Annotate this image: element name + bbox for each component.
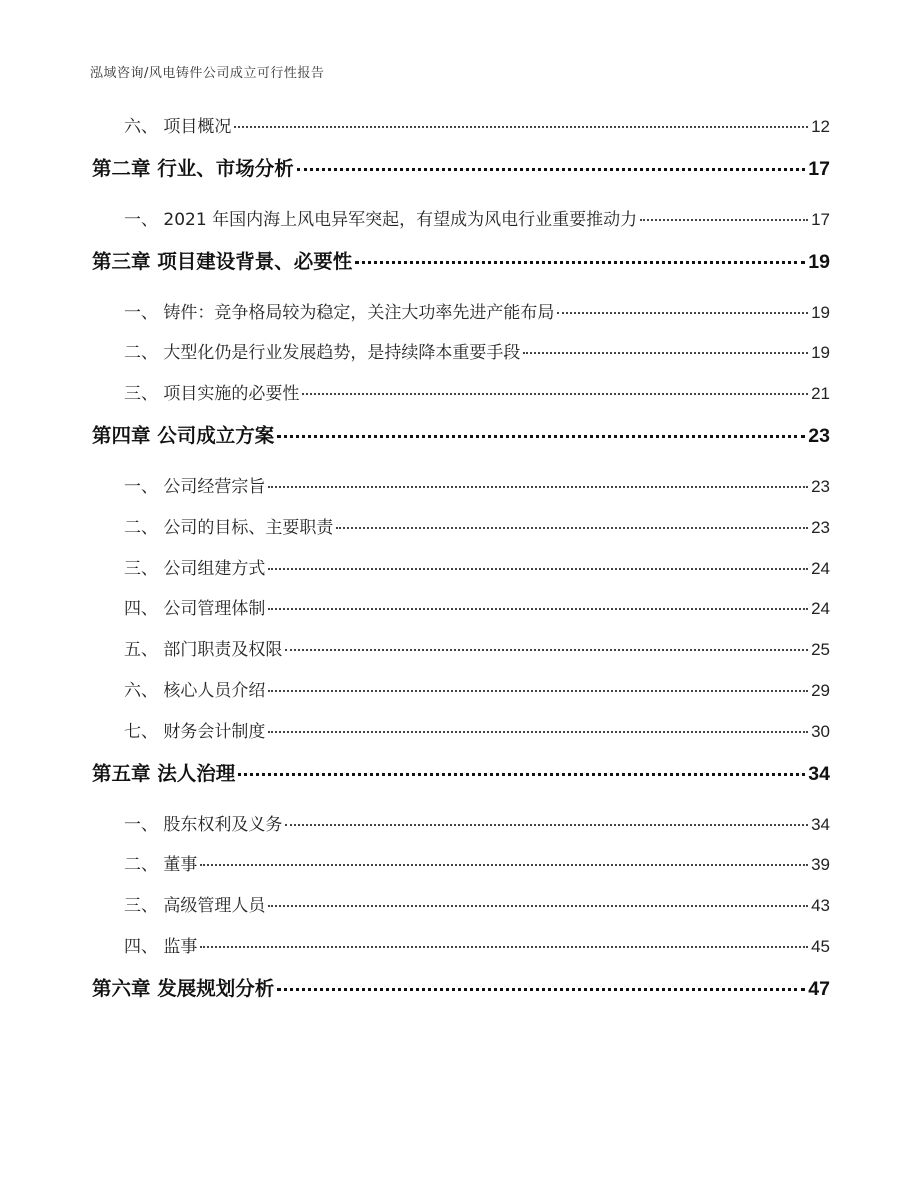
dot-leader bbox=[557, 312, 808, 314]
toc-page-number: 17 bbox=[811, 209, 830, 229]
page-header: 泓域咨询/风电铸件公司成立可行性报告 bbox=[90, 66, 325, 81]
toc-chapter-entry[interactable] bbox=[92, 973, 830, 1025]
toc-page-number: 45 bbox=[811, 936, 830, 956]
toc-section-entry[interactable] bbox=[92, 594, 830, 635]
toc-section-entry[interactable] bbox=[92, 112, 830, 153]
toc-entry-title: 第四章 公司成立方案 bbox=[92, 423, 275, 447]
toc-chapter-entry[interactable] bbox=[92, 153, 830, 205]
toc-entry-title: 六、 项目概况 bbox=[124, 117, 232, 137]
toc-page-number: 25 bbox=[811, 640, 830, 660]
toc-section-entry[interactable] bbox=[92, 298, 830, 339]
toc-entry-title: 四、 公司管理体制 bbox=[124, 599, 266, 620]
toc-page-number: 34 bbox=[811, 814, 830, 834]
toc-chapter-entry[interactable] bbox=[92, 420, 830, 472]
dot-leader bbox=[355, 261, 805, 264]
dot-leader bbox=[268, 905, 808, 907]
dot-leader bbox=[238, 773, 805, 776]
dot-leader bbox=[336, 527, 808, 529]
toc-section-entry[interactable] bbox=[92, 635, 830, 676]
dot-leader bbox=[523, 352, 808, 354]
dot-leader bbox=[200, 864, 808, 866]
dot-leader bbox=[277, 988, 805, 991]
toc-page-number: 19 bbox=[811, 302, 830, 322]
toc-chapter-entry[interactable] bbox=[92, 758, 830, 810]
dot-leader bbox=[268, 568, 808, 570]
toc-entry-title: 一、 铸件：竞争格局较为稳定，关注大功率先进产能布局 bbox=[124, 302, 555, 323]
dot-leader bbox=[200, 946, 808, 948]
toc-page-number: 19 bbox=[808, 250, 830, 273]
dot-leader bbox=[302, 393, 808, 395]
toc-entry-title: 六、 核心人员介绍 bbox=[124, 680, 266, 701]
toc-section-entry[interactable] bbox=[92, 717, 830, 758]
toc-entry-title: 第五章 法人治理 bbox=[92, 761, 236, 785]
toc-section-entry[interactable] bbox=[92, 932, 830, 973]
toc-page-number: 17 bbox=[808, 157, 830, 180]
toc-page-number: 29 bbox=[811, 680, 830, 700]
toc-section-entry[interactable] bbox=[92, 472, 830, 513]
toc-entry-title: 三、 项目实施的必要性 bbox=[124, 384, 300, 405]
toc-page-number: 39 bbox=[811, 855, 830, 875]
toc-chapter-entry[interactable] bbox=[92, 246, 830, 298]
toc-section-entry[interactable] bbox=[92, 205, 830, 246]
toc-page-number: 30 bbox=[811, 721, 830, 741]
toc-entry-title: 第六章 发展规划分析 bbox=[92, 976, 275, 1000]
dot-leader bbox=[285, 649, 808, 651]
toc-entry-title: 一、 公司经营宗旨 bbox=[124, 476, 266, 497]
toc-section-entry[interactable] bbox=[92, 850, 830, 891]
dot-leader bbox=[640, 219, 808, 221]
dot-leader bbox=[234, 126, 808, 128]
toc-entry-title: 三、 公司组建方式 bbox=[124, 558, 266, 579]
toc-page-number: 43 bbox=[811, 896, 830, 916]
dot-leader bbox=[285, 824, 808, 826]
dot-leader bbox=[268, 690, 808, 692]
toc-section-entry[interactable] bbox=[92, 379, 830, 420]
dot-leader bbox=[277, 435, 805, 438]
dot-leader bbox=[268, 731, 808, 733]
toc-entry-title: 二、 公司的目标、主要职责 bbox=[124, 517, 334, 538]
toc-entry-title: 二、 大型化仍是行业发展趋势，是持续降本重要手段 bbox=[124, 343, 521, 364]
toc-page-number: 23 bbox=[811, 517, 830, 537]
toc-page-number: 47 bbox=[808, 977, 830, 1000]
toc-section-entry[interactable] bbox=[92, 676, 830, 717]
toc-section-entry[interactable] bbox=[92, 554, 830, 595]
toc-entry-title: 五、 部门职责及权限 bbox=[124, 640, 283, 661]
toc-page-number: 12 bbox=[811, 117, 830, 136]
dot-leader bbox=[268, 608, 808, 610]
toc-entry-title: 四、 监事 bbox=[124, 936, 198, 957]
toc-page-number: 34 bbox=[808, 762, 830, 785]
toc-page-number: 24 bbox=[811, 599, 830, 619]
toc-page-number: 19 bbox=[811, 343, 830, 363]
toc-entry-title: 第二章 行业、市场分析 bbox=[92, 156, 294, 180]
toc-entry-title: 一、 2021 年国内海上风电异军突起，有望成为风电行业重要推动力 bbox=[124, 209, 638, 230]
dot-leader bbox=[268, 486, 808, 488]
toc-section-entry[interactable] bbox=[92, 810, 830, 851]
toc-entry-title: 第三章 项目建设背景、必要性 bbox=[92, 249, 353, 273]
toc-page-number: 23 bbox=[808, 424, 830, 447]
toc-entry-title: 三、 高级管理人员 bbox=[124, 896, 266, 917]
toc-section-entry[interactable] bbox=[92, 338, 830, 379]
toc-entry-title: 七、 财务会计制度 bbox=[124, 721, 266, 742]
toc-section-entry[interactable] bbox=[92, 891, 830, 932]
toc-page-number: 21 bbox=[811, 384, 830, 404]
toc-entry-title: 一、 股东权利及义务 bbox=[124, 814, 283, 835]
toc-entry-title: 二、 董事 bbox=[124, 855, 198, 876]
toc-page-number: 24 bbox=[811, 558, 830, 578]
dot-leader bbox=[297, 168, 806, 171]
table-of-contents bbox=[92, 112, 830, 1025]
toc-page-number: 23 bbox=[811, 476, 830, 496]
toc-section-entry[interactable] bbox=[92, 513, 830, 554]
